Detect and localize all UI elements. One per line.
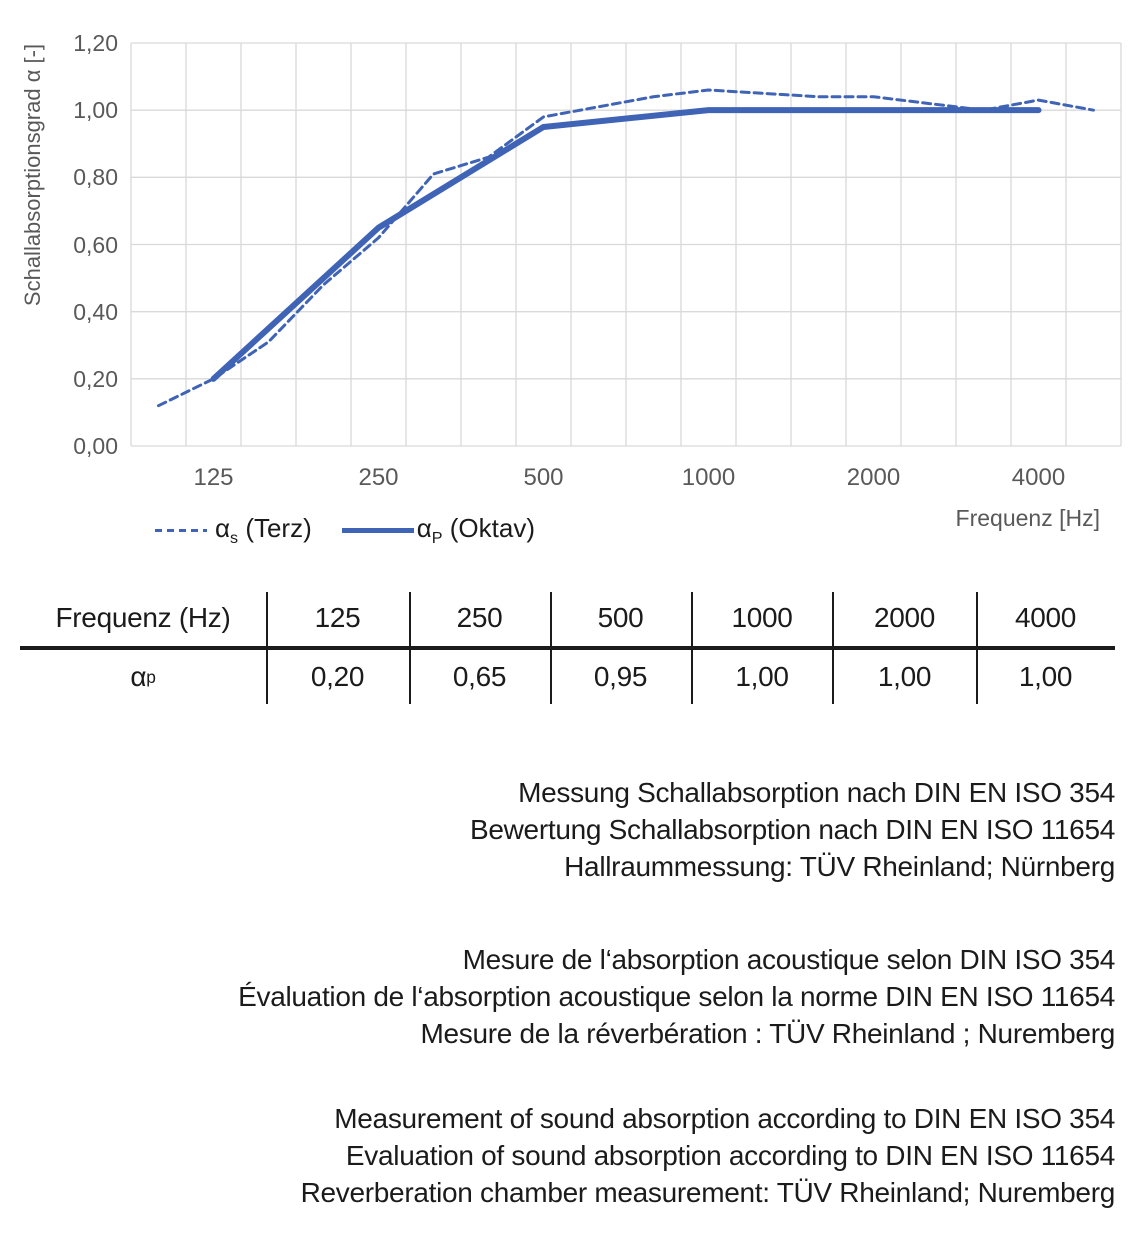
y-tick-label: 0,40	[73, 298, 118, 325]
x-tick-label: 500	[523, 464, 564, 491]
chart-plot-area	[0, 0, 1135, 470]
table-header-label: Frequenz (Hz)	[55, 602, 231, 633]
note-line: Messung Schallabsorption nach DIN EN ISO 354	[518, 777, 1115, 808]
note-line: Hallraummessung: TÜV Rheinland; Nürnberg	[564, 851, 1115, 882]
x-tick-label: 2000	[846, 464, 901, 491]
note-line: Measurement of sound absorption according to DIN EN ISO 354	[334, 1103, 1115, 1134]
table-value-cell: 0,95	[593, 661, 648, 692]
table-value-cell: 1,00	[1018, 661, 1073, 692]
table-row-label	[20, 650, 266, 704]
table-header-row	[20, 590, 1115, 646]
legend-symbol: α	[416, 513, 432, 543]
chart-legend	[155, 513, 535, 548]
table-header-cell: 125	[314, 602, 361, 633]
legend-symbol-sub: s	[230, 529, 239, 548]
y-axis-title: Schallabsorptionsgrad α [-]	[20, 43, 45, 307]
y-tick-label: 0,20	[73, 365, 118, 392]
legend-text: (Oktav)	[442, 513, 535, 543]
alpha-symbol-sub: p	[146, 666, 156, 687]
legend-label-terz	[215, 513, 312, 548]
note-line: Mesure de la réverbération : TÜV Rheinland ; Nuremberg	[420, 1018, 1115, 1049]
table-header-cell: 500	[597, 602, 644, 633]
note-line: Evaluation of sound absorption according to DIN EN ISO 11654	[345, 1140, 1115, 1171]
table-header-cell: 2000	[873, 602, 936, 633]
note-line: Évaluation de l‘absorption acoustique selon la norme DIN EN ISO 11654	[238, 981, 1115, 1012]
legend-solid-line-sample	[342, 528, 414, 533]
note-line: Reverberation chamber measurement: TÜV Rheinland; Nuremberg	[300, 1177, 1115, 1208]
table-header-cell: 4000	[1014, 602, 1077, 633]
y-tick-label: 0,80	[73, 164, 118, 191]
absorption-chart	[0, 0, 1135, 560]
y-tick-label: 0,60	[73, 231, 118, 258]
legend-label-oktav	[417, 513, 535, 548]
legend-symbol-sub: P	[431, 529, 443, 548]
notes-english	[20, 1100, 1115, 1211]
legend-symbol: α	[215, 513, 231, 543]
table-value-row	[20, 650, 1115, 704]
alpha-symbol: α	[130, 661, 147, 692]
x-axis-title: Frequenz [Hz]	[955, 505, 1100, 531]
absorption-table	[20, 590, 1115, 706]
table-value-cell: 0,20	[310, 661, 365, 692]
x-tick-label: 1000	[681, 464, 736, 491]
y-tick-label: 0,00	[73, 433, 118, 459]
table-value-cell: 1,00	[877, 661, 932, 692]
x-tick-label: 125	[193, 464, 234, 491]
table-header-cell: 250	[456, 602, 503, 633]
table-header-cell: 1000	[731, 602, 793, 633]
notes-french	[20, 941, 1115, 1052]
legend-text: (Terz)	[238, 513, 312, 543]
table-value-cell: 0,65	[452, 661, 507, 692]
notes-german	[20, 774, 1115, 885]
x-tick-label: 250	[358, 464, 399, 491]
table-value-cell: 1,00	[735, 661, 789, 692]
note-line: Bewertung Schallabsorption nach DIN EN ISO 11654	[469, 814, 1115, 845]
y-tick-label: 1,00	[73, 97, 118, 124]
x-tick-label: 4000	[1011, 464, 1066, 491]
y-tick-label: 1,20	[73, 30, 118, 56]
note-line: Mesure de l‘absorption acoustique selon DIN ISO 354	[462, 944, 1115, 975]
legend-dashed-line-sample	[155, 529, 207, 532]
